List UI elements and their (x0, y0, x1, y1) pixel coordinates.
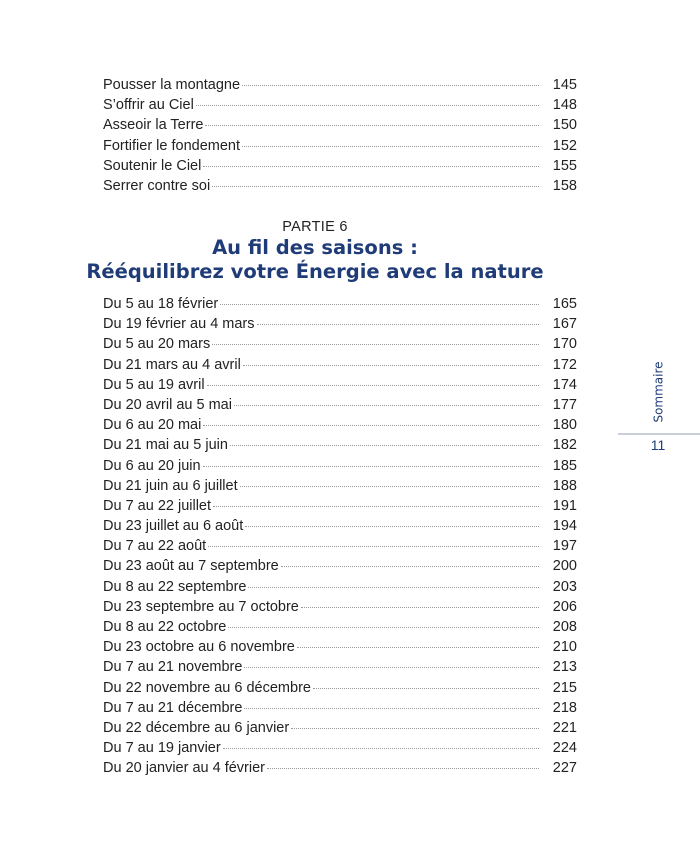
dot-leader (207, 385, 539, 386)
toc-entry-page: 210 (552, 639, 577, 656)
toc-entry (103, 176, 577, 196)
toc-entry-title: Du 6 au 20 juin (103, 457, 201, 474)
toc-entry-page: 185 (552, 457, 577, 474)
toc-entry-page: 213 (552, 659, 577, 676)
toc-entry (103, 476, 577, 496)
toc-entry (103, 597, 577, 617)
toc-entry-page: 174 (552, 376, 577, 393)
toc-entry (103, 156, 577, 176)
toc-entry-title: Du 21 mars au 4 avril (103, 356, 241, 373)
dot-leader (297, 647, 539, 648)
dot-leader (301, 607, 539, 608)
toc-entry-page: 227 (552, 760, 577, 777)
toc-entry (103, 698, 577, 718)
dot-leader (244, 708, 538, 709)
toc-entry (103, 617, 577, 637)
toc-entry-title: Du 21 juin au 6 juillet (103, 477, 238, 494)
toc-entry-page: 177 (552, 396, 577, 413)
toc-entry-title: Du 7 au 22 août (103, 538, 207, 555)
toc-entry-page: 194 (552, 518, 577, 535)
toc-entry (103, 136, 577, 156)
toc-entry (103, 657, 577, 677)
toc-entry-title: Du 22 décembre au 6 janvier (103, 719, 290, 736)
dot-leader (196, 105, 539, 106)
toc-entry (103, 415, 577, 435)
toc-entry-title: Du 23 septembre au 7 octobre (103, 598, 299, 615)
dot-leader (245, 526, 539, 527)
toc-entry (103, 637, 577, 657)
toc-entry-page: 158 (552, 177, 577, 194)
toc-entry-title: Du 22 novembre au 6 décembre (103, 679, 311, 696)
toc-entry-page: 165 (552, 296, 577, 312)
toc-entry (103, 738, 577, 758)
dot-leader (203, 166, 538, 167)
toc-entry-title: Du 21 mai au 5 juin (103, 437, 228, 454)
toc-entry (103, 75, 577, 95)
toc-entry-page: 152 (552, 137, 577, 154)
toc-entry-title: Du 7 au 22 juillet (103, 497, 212, 514)
toc-entry-page: 145 (552, 77, 577, 93)
toc-entry-title: Du 23 octobre au 6 novembre (103, 639, 295, 656)
toc-entry-page: 170 (552, 336, 577, 353)
toc-entry (103, 355, 577, 375)
toc-entry (103, 678, 577, 698)
toc-entry-page: 172 (552, 356, 577, 373)
toc-entry-title: Pousser la montagne (103, 77, 241, 93)
toc-entry-title: Du 5 au 18 février (103, 296, 219, 312)
toc-entry (103, 718, 577, 738)
sidebar-section-text: Sommaire (652, 361, 667, 423)
toc-entry-title: Du 7 au 21 novembre (103, 659, 243, 676)
dot-leader (223, 748, 539, 749)
dot-leader (213, 506, 539, 507)
toc-entry-page: 148 (552, 97, 577, 114)
toc-entry-page: 218 (552, 699, 577, 716)
toc-entry-title: Du 7 au 21 décembre (103, 699, 243, 716)
toc-entry-page: 197 (552, 538, 577, 555)
dot-leader (208, 546, 539, 547)
toc-entry (103, 496, 577, 516)
toc-entry-page: 215 (552, 679, 577, 696)
dot-leader (212, 186, 539, 187)
toc-entry (103, 456, 577, 476)
dot-leader (242, 85, 539, 86)
dot-leader (244, 667, 538, 668)
toc-entry-title: S’offrir au Ciel (103, 97, 194, 114)
toc-top-list (103, 75, 577, 196)
toc-entry (103, 758, 577, 778)
toc-entry-page: 208 (552, 619, 577, 635)
toc-entry-title: Du 5 au 20 mars (103, 336, 211, 353)
part-title-line-2: Rééquilibrez votre Énergie avec la nature (86, 260, 544, 283)
dot-leader (267, 768, 539, 769)
toc-entry-title: Serrer contre soi (103, 177, 211, 194)
part-title-line-1: Au fil des saisons : (212, 236, 418, 259)
toc-entry (103, 577, 577, 597)
dot-leader (240, 486, 539, 487)
dot-leader (230, 445, 539, 446)
toc-entry (103, 556, 577, 576)
toc-entry-page: 155 (552, 157, 577, 174)
dot-leader (234, 405, 539, 406)
page-number: 11 (650, 437, 666, 453)
dot-leader (228, 627, 538, 628)
dot-leader (313, 688, 539, 689)
toc-entry-page: 182 (552, 437, 577, 454)
dot-leader (220, 304, 539, 305)
toc-entry-title: Du 8 au 22 septembre (103, 578, 247, 595)
toc-entry-title: Du 7 au 19 janvier (103, 740, 221, 757)
dot-leader (212, 344, 539, 345)
dot-leader (203, 425, 538, 426)
toc-entry-page: 188 (552, 477, 577, 494)
toc-entry-title: Du 20 avril au 5 mai (103, 396, 232, 413)
toc-entry-page: 206 (552, 598, 577, 615)
dot-leader (248, 587, 538, 588)
toc-entry-page: 221 (552, 719, 577, 736)
dot-leader (281, 566, 539, 567)
toc-entry-title: Du 23 août au 7 septembre (103, 558, 279, 575)
dot-leader (203, 466, 539, 467)
toc-entry-page: 203 (552, 578, 577, 595)
sidebar-rule (618, 433, 700, 435)
dot-leader (205, 125, 538, 126)
toc-entry-title: Du 6 au 20 mai (103, 417, 202, 434)
toc-entry-title: Fortifier le fondement (103, 137, 241, 154)
sidebar-section-label (648, 358, 670, 426)
toc-entry (103, 516, 577, 536)
toc-entry-page: 224 (552, 740, 577, 757)
toc-entry-page: 200 (552, 558, 577, 575)
dot-leader (257, 324, 539, 325)
dot-leader (291, 728, 539, 729)
toc-entry (103, 334, 577, 354)
dot-leader (242, 146, 539, 147)
toc-entry-page: 191 (552, 497, 577, 514)
toc-entry (103, 395, 577, 415)
toc-entry-title: Du 8 au 22 octobre (103, 619, 227, 635)
toc-entry-page: 180 (552, 417, 577, 434)
toc-entry (103, 115, 577, 135)
toc-entry-title: Du 19 février au 4 mars (103, 316, 255, 333)
toc-entry-title: Du 23 juillet au 6 août (103, 518, 244, 535)
toc-entry-page: 150 (552, 117, 577, 134)
toc-entry (103, 294, 577, 314)
toc-entry (103, 95, 577, 115)
toc-entry (103, 536, 577, 556)
toc-entry-title: Asseoir la Terre (103, 117, 204, 134)
toc-entry (103, 435, 577, 455)
toc-entry-page: 167 (552, 316, 577, 333)
part-label: PARTIE 6 (282, 219, 348, 235)
dot-leader (243, 365, 539, 366)
toc-entry-title: Du 20 janvier au 4 février (103, 760, 265, 777)
toc-main-list (103, 294, 577, 779)
toc-entry-title: Soutenir le Ciel (103, 157, 202, 174)
toc-entry (103, 375, 577, 395)
toc-entry (103, 314, 577, 334)
toc-entry-title: Du 5 au 19 avril (103, 376, 205, 393)
